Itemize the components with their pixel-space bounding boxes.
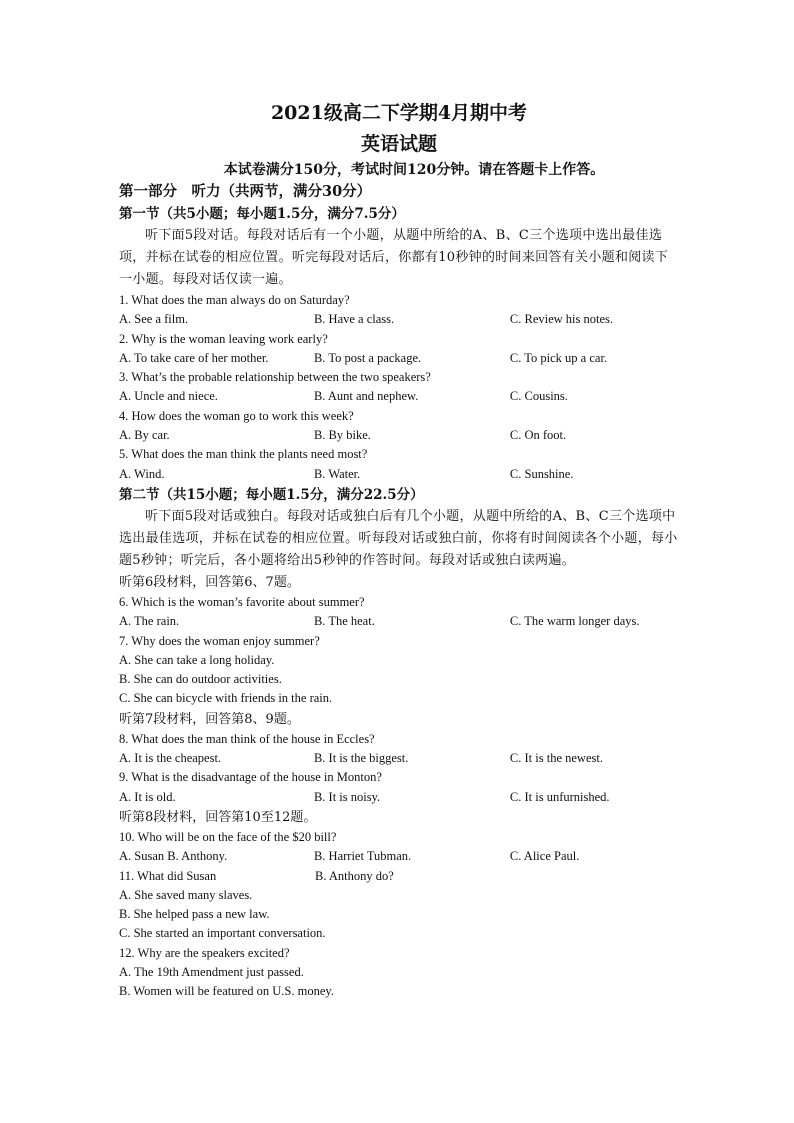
material-note: 听第7段材料，回答第8、9题。	[119, 711, 300, 727]
option-b: B. The heat.	[313, 614, 375, 629]
option-b: B. Women will be featured on U.S. money.	[119, 984, 334, 999]
option-a: A. She can take a long holiday.	[119, 652, 275, 667]
question-stem: 9. What is the disadvantage of the house in Monton?	[119, 770, 382, 785]
section1-directions: 听下面5段对话。每段对话后有一个小题，从题中所给的A、B、C三个选项中选出最佳选项，并标在试卷的相应位置。听完每段对话后，你都有10秒钟的时间来回答有关小题和阅读下一小题。每段对话仅读一遍。	[119, 228, 669, 287]
option-a: A. Susan B. Anthony.	[119, 849, 228, 864]
option-b: B. Harriet Tubman.	[313, 849, 412, 864]
section2-directions: 听下面5段对话或独白。每段对话或独白后有几个小题，从题中所给的A、B、C三个选项中选出最佳选项，并标在试卷的相应位置。听每段对话或独白前，你将有时间阅读各个小题，每小题5秒钟；听完后，各小题将给出5秒钟的作答时间。每段对话或独白读两遍。	[119, 508, 678, 568]
option-a: A. To take care of her mother.	[119, 350, 269, 365]
question-stem: 3. What’s the probable relationship between the two speakers?	[119, 370, 431, 385]
option-a: A. It is the cheapest.	[119, 751, 222, 766]
option-c: C. She can bicycle with friends in the rain.	[119, 691, 333, 706]
option-c: C. She started an important conversation.	[119, 926, 326, 941]
section2-heading: 第二节（共15小题；每小题1.5分，满分22.5分）	[119, 486, 424, 503]
material-note: 听第8段材料，回答第10至12题。	[119, 809, 317, 825]
part1-heading: 第一部分 听力（共两节，满分30分）	[119, 183, 372, 200]
option-c: C. Sunshine.	[509, 466, 574, 481]
option-a: A. By car.	[119, 428, 170, 443]
question-stem: 1. What does the man always do on Saturday?	[119, 293, 350, 307]
exam-instructions: 本试卷满分150分，考试时间120分钟。请在答题卡上作答。	[223, 162, 605, 178]
question-options	[119, 349, 679, 368]
material-note: 听第6段材料，回答第6、7题。	[119, 574, 300, 590]
option-c: C. On foot.	[509, 428, 567, 443]
question-stem: 12. Why are the speakers excited?	[119, 945, 290, 960]
exam-title: 2021级高二下学期4月期中考	[270, 102, 528, 124]
question-stem-end: B. Anthony do?	[315, 868, 394, 883]
option-b: B. It is the biggest.	[313, 751, 409, 766]
option-b: B. By bike.	[313, 428, 371, 443]
option-c: C. Alice Paul.	[509, 849, 580, 864]
question-stem: 5. What does the man think the plants need most?	[119, 447, 368, 462]
option-a: A. The rain.	[119, 614, 180, 629]
question-stem: 2. Why is the woman leaving work early?	[119, 331, 328, 346]
option-c: C. It is unfurnished.	[509, 789, 610, 804]
question-options	[119, 612, 679, 631]
option-c: C. The warm longer days.	[509, 614, 640, 629]
question-options	[119, 847, 679, 866]
question-options	[119, 788, 679, 807]
option-a: A. Uncle and niece.	[119, 389, 218, 404]
question-stem: 7. Why does the woman enjoy summer?	[119, 633, 320, 648]
question-stem: 8. What does the man think of the house in Eccles?	[119, 731, 375, 746]
option-a: A. It is old.	[119, 789, 176, 804]
question-options	[119, 310, 679, 329]
option-a: A. The 19th Amendment just passed.	[119, 965, 304, 980]
section1-heading: 第一节（共5小题；每小题1.5分，满分7.5分）	[119, 206, 405, 222]
question-stem	[119, 867, 679, 886]
exam-subject: 英语试题	[360, 133, 437, 155]
exam-page	[119, 100, 679, 1002]
option-c: C. Cousins.	[509, 389, 568, 404]
option-c: C. It is the newest.	[509, 751, 603, 766]
question-options	[119, 387, 679, 406]
option-b: B. It is noisy.	[313, 789, 381, 804]
question-stem: 6. Which is the woman’s favorite about summer?	[119, 594, 365, 609]
option-a: A. She saved many slaves.	[119, 887, 253, 902]
option-b: B. She can do outdoor activities.	[119, 672, 282, 687]
option-c: C. To pick up a car.	[509, 350, 608, 365]
question-stem-start: 11. What did Susan	[119, 868, 217, 883]
option-b: B. Water.	[313, 466, 361, 481]
question-stem: 4. How does the woman go to work this week?	[119, 408, 354, 423]
option-a: A. Wind.	[119, 466, 165, 481]
option-b: B. She helped pass a new law.	[119, 907, 270, 922]
option-b: B. Aunt and nephew.	[313, 389, 419, 404]
question-options	[119, 749, 679, 768]
option-b: B. To post a package.	[313, 350, 422, 365]
question-options	[119, 426, 679, 445]
question-stem: 10. Who will be on the face of the $20 bill?	[119, 829, 337, 844]
question-options	[119, 465, 679, 484]
option-c: C. Review his notes.	[509, 312, 614, 327]
option-a: A. See a film.	[119, 312, 189, 327]
option-b: B. Have a class.	[313, 312, 395, 327]
